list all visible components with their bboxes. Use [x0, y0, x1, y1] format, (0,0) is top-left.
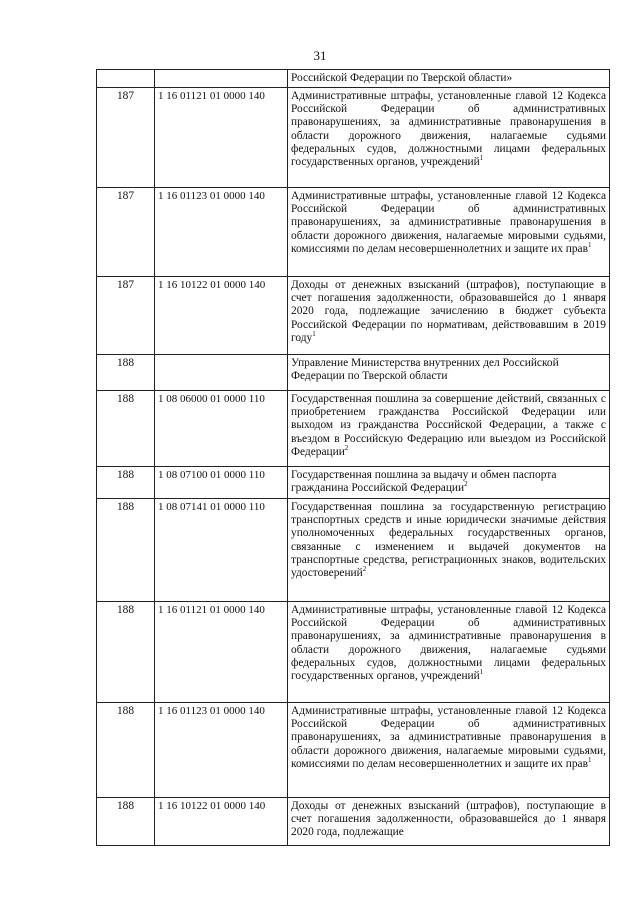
table-row [97, 467, 610, 499]
footnote-mark: 2 [362, 565, 367, 574]
description-text: Административные штрафы, установленные главой 12 Кодекса Российской Федерации об административных правонарушениях, за административные правонарушения в области дорожного движения, налагаемые судьями федеральных судов, должностными лицами федеральных государственных органов, учреждений [291, 604, 606, 683]
footnote-mark: 1 [479, 668, 484, 677]
table-row [97, 277, 610, 355]
table-row [97, 703, 610, 798]
description-cell [288, 499, 610, 602]
kbk-code-cell: 1 16 01123 01 0000 140 [155, 703, 288, 798]
table-row [97, 602, 610, 703]
admin-code-cell: 188 [97, 391, 155, 467]
description-cell [288, 602, 610, 703]
footnote-mark: 2 [344, 444, 349, 453]
table-row [97, 499, 610, 602]
table-row [97, 355, 610, 391]
kbk-code-cell: 1 08 07141 01 0000 110 [155, 499, 288, 602]
description-cell [288, 467, 610, 499]
description-text: Государственная пошлина за государственную регистрацию транспортных средств и иные юридически значимые действия уполномоченных федеральных государственных органов, связанные с изменением и выдачей документов на транспортные средства, регистрационных знаков, водительских удостоверений [291, 501, 606, 580]
admin-code-cell: 187 [97, 188, 155, 277]
page-number: 31 [313, 48, 327, 63]
description-cell [288, 70, 610, 88]
description-text: Российской Федерации по Тверской области» [291, 72, 513, 84]
description-text: Государственная пошлина за выдачу и обмен паспорта гражданина Российской Федерации [291, 469, 557, 495]
admin-code-cell: 188 [97, 602, 155, 703]
kbk-code-cell: 1 16 10122 01 0000 140 [155, 798, 288, 846]
footnote-mark: 1 [588, 756, 592, 765]
description-text: Управление Министерства внутренних дел Российской Федерации по Тверской области [291, 357, 559, 383]
description-text: Административные штрафы, установленные главой 12 Кодекса Российской Федерации об административных правонарушениях, за административные правонарушения в области дорожного движения, налагаемые мировыми судьями, комиссиями по делам несовершеннолетних и защите их прав [291, 705, 606, 770]
description-text: Государственная пошлина за совершение действий, связанных с приобретением гражданства Российской Федерации или выходом из гражданства Российской Федерации, а также с въездом в Российскую Федерацию или выездом из Российской Федерации [291, 393, 606, 458]
kbk-code-cell: 1 08 07100 01 0000 110 [155, 467, 288, 499]
footnote-mark: 1 [479, 154, 484, 163]
description-cell [288, 798, 610, 846]
table-row [97, 70, 610, 88]
description-text: Административные штрафы, установленные главой 12 Кодекса Российской Федерации об административных правонарушениях, за административные правонарушения в области дорожного движения, налагаемые мировыми судьями, комиссиями по делам несовершеннолетних и защите их прав [291, 190, 606, 255]
table-row [97, 188, 610, 277]
footnote-mark: 2 [464, 480, 468, 489]
admin-code-cell [97, 70, 155, 88]
kbk-code-cell [155, 355, 288, 391]
description-cell [288, 88, 610, 188]
description-text: Доходы от денежных взысканий (штрафов), поступающие в счет погашения задолженности, образовавшейся до 1 января 2020 года, подлежащие зачислению в бюджет субъекта Российской Федерации по нормативам, действовавшим в 2019 году [291, 279, 606, 344]
admin-code-cell: 188 [97, 355, 155, 391]
admin-code-cell: 187 [97, 277, 155, 355]
kbk-code-cell: 1 16 01123 01 0000 140 [155, 188, 288, 277]
kbk-code-cell: 1 16 01121 01 0000 140 [155, 88, 288, 188]
table-row [97, 798, 610, 846]
admin-code-cell: 187 [97, 88, 155, 188]
description-cell [288, 277, 610, 355]
description-text: Административные штрафы, установленные главой 12 Кодекса Российской Федерации об административных правонарушениях, за административные правонарушения в области дорожного движения, налагаемые судьями федеральных судов, должностными лицами федеральных государственных органов, учреждений [291, 90, 606, 169]
table-row [97, 391, 610, 467]
footnote-mark: 1 [312, 330, 316, 339]
description-cell [288, 703, 610, 798]
admin-code-cell: 188 [97, 499, 155, 602]
revenue-codes-table [96, 69, 610, 846]
description-text: Доходы от денежных взысканий (штрафов), поступающие в счет погашения задолженности, образовавшейся до 1 января 2020 года, подлежащие [291, 800, 606, 839]
description-cell [288, 355, 610, 391]
kbk-code-cell [155, 70, 288, 88]
kbk-code-cell: 1 08 06000 01 0000 110 [155, 391, 288, 467]
description-cell [288, 391, 610, 467]
admin-code-cell: 188 [97, 467, 155, 499]
kbk-code-cell: 1 16 10122 01 0000 140 [155, 277, 288, 355]
admin-code-cell: 188 [97, 798, 155, 846]
table-row [97, 88, 610, 188]
admin-code-cell: 188 [97, 703, 155, 798]
description-cell [288, 188, 610, 277]
kbk-code-cell: 1 16 01121 01 0000 140 [155, 602, 288, 703]
footnote-mark: 1 [588, 241, 592, 250]
